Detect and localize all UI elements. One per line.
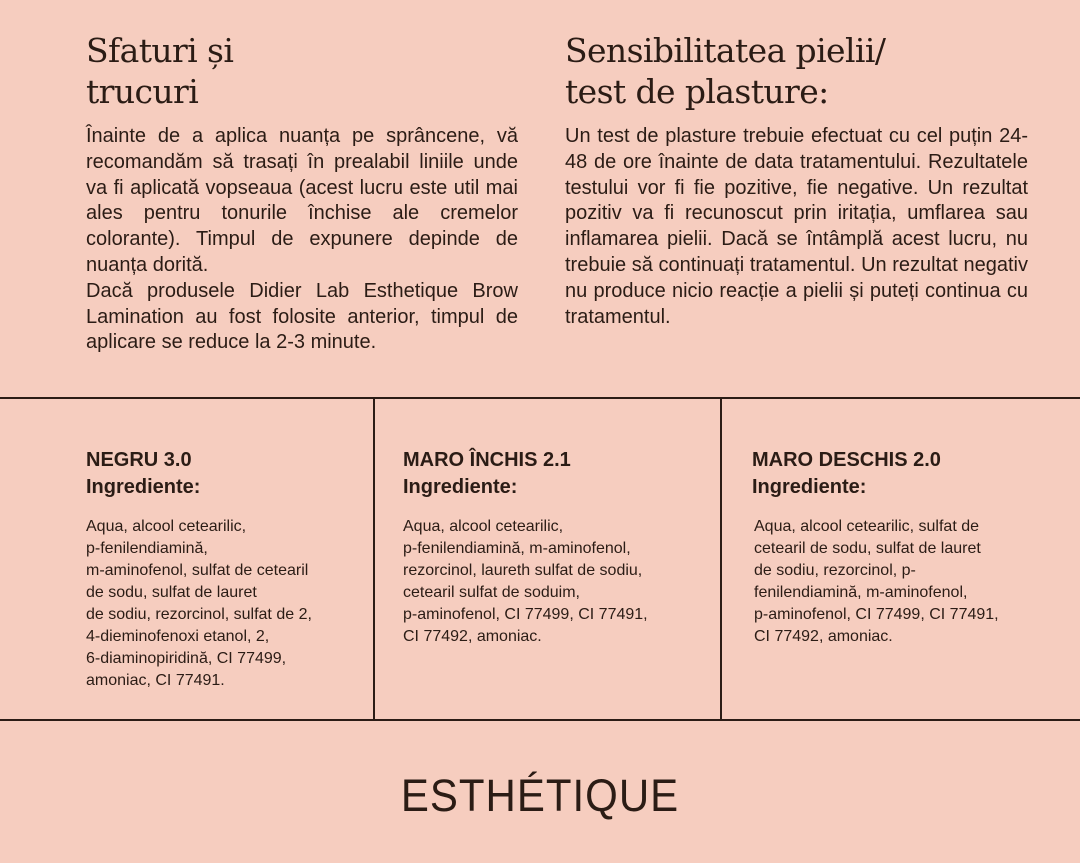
shade-name: MARO DESCHIS 2.0	[752, 449, 941, 471]
shade-name: NEGRU 3.0	[86, 449, 192, 471]
ingredients-list: Aqua, alcool cetearilic, p-fenilendiamină, m-aminofenol, rezorcinol, laureth sulfat de sodiu, cetearil sulfat de soduim, p-aminofenol, CI 77499, CI 77491, CI 77492, amoniac.	[403, 518, 648, 645]
sensitivity-section	[565, 30, 1028, 330]
grid-divider	[373, 399, 375, 719]
ingredients-label: Ingrediente:	[86, 476, 201, 498]
shade-card-negru	[86, 447, 361, 692]
shade-name: MARO ÎNCHIS 2.1	[403, 449, 571, 471]
ingredients-list: Aqua, alcool cetearilic, p-fenilendiamină, m-aminofenol, sulfat de cetearil de sodu, sulfat de lauret de sodiu, rezorcinol, sulfat de 2, 4-dieminofenoxi etanol, 2, 6-diaminopiridină, CI 77499, amoniac, CI 77491.	[86, 518, 312, 689]
ingredients-label: Ingrediente:	[403, 476, 518, 498]
shades-grid	[0, 397, 1080, 721]
tips-paragraph-1: Înainte de a aplica nuanța pe sprâncene, vă recomandăm să trasați în prealabil liniile unde va fi aplicată vopseaua (acest lucru este util mai ales pentru tonurile închise ale cremelor colorante). Timpul de expunere depinde de nuanța dorită.	[86, 125, 518, 276]
ingredients-label: Ingrediente:	[752, 476, 867, 498]
sensitivity-heading: Sensibilitatea pielii/ test de plasture:	[565, 31, 886, 111]
tips-paragraph-2: Dacă produsele Didier Lab Esthetique Brow Lamination au fost folosite anterior, timpul de aplicare se reduce la 2-3 minute.	[86, 279, 518, 354]
grid-divider	[720, 399, 722, 719]
tips-section	[86, 30, 518, 356]
tips-heading: Sfaturi și trucuri	[86, 31, 234, 111]
ingredients-list: Aqua, alcool cetearilic, sulfat de cetearil de sodu, sulfat de lauret de sodiu, rezorcinol, p- fenilendiamină, m-aminofenol, p-aminofenol, CI 77499, CI 77491, CI 77492, amoniac.	[754, 518, 999, 645]
shade-card-maro-inchis	[403, 447, 703, 648]
brand-logo: ESTHÉTIQUE	[400, 770, 680, 821]
sensitivity-paragraph: Un test de plasture trebuie efectuat cu cel puțin 24-48 de ore înainte de data tratamentului. Rezultatele testului vor fi fie pozitive, fie negative. Un rezultat pozitiv va fi recunoscut prin iritația, umflarea sau inflamarea pielii. Dacă se întâmplă acest lucru, nu trebuie să continuați tratamentul. Un rezultat negativ nu produce nicio reacție a pielii și puteți continua cu tratamentul.	[565, 125, 1028, 328]
shade-card-maro-deschis	[752, 447, 1052, 648]
